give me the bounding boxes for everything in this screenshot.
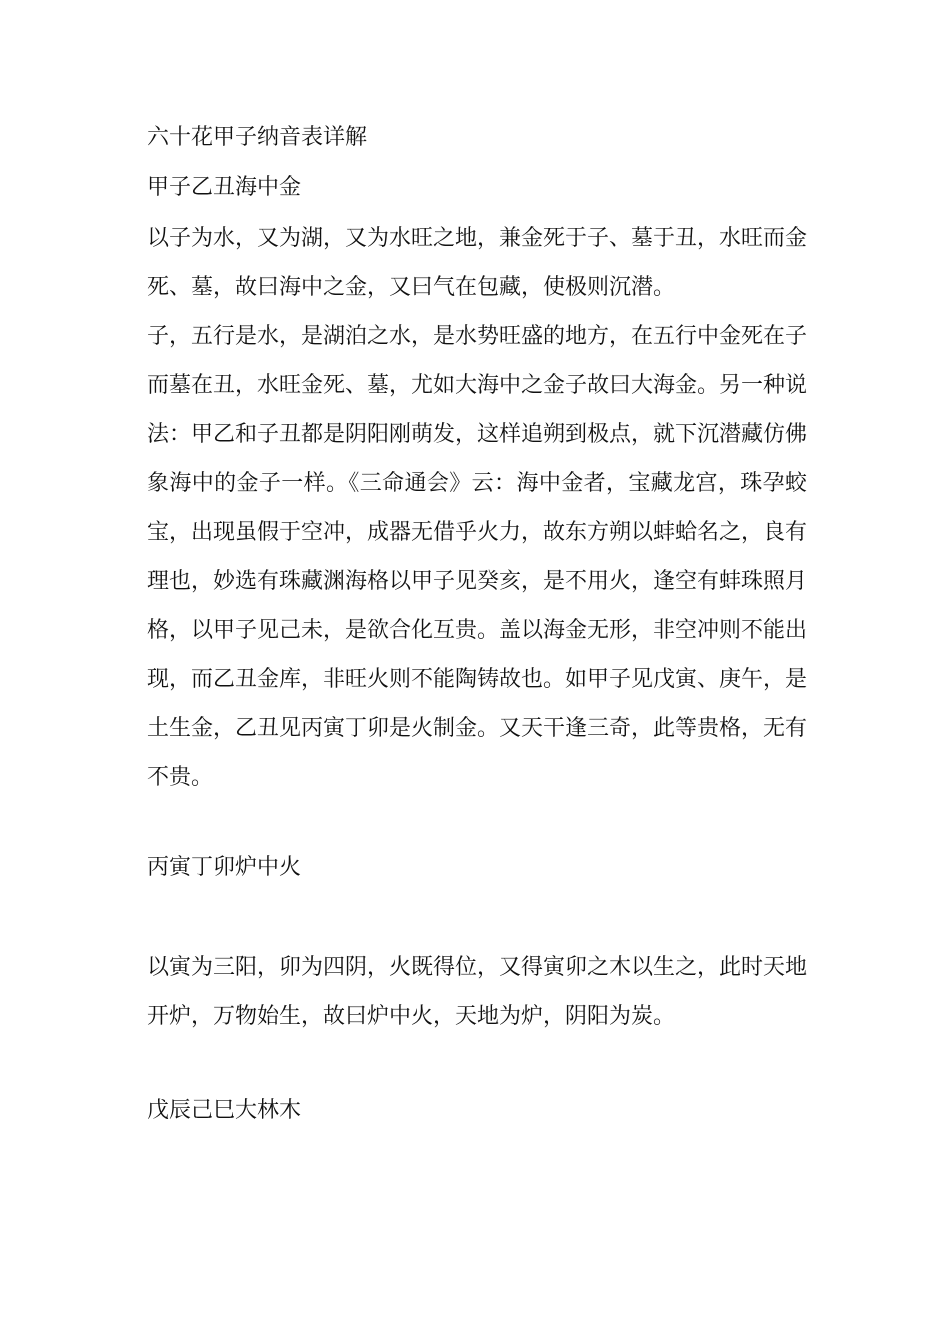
section-paragraph: 子，五行是水，是湖泊之水，是水势旺盛的地方，在五行中金死在子而墓在丑，水旺金死、墓，尤如大海中之金子故曰大海金。另一种说法：甲乙和子丑都是阴阳刚萌发，这样追朔到极点，就下沉潜藏仿佛象海中的金子一样。《三命通会》云：海中金者，宝藏龙宫，珠孕蛟宝，出现虽假于空冲，成器无借乎火力，故东方朔以蚌蛤名之，良有理也，妙选有珠藏渊海格以甲子见癸亥，是不用火，逢空有蚌珠照月格，以甲子见己未，是欲合化互贵。盖以海金无形，非空冲则不能出现，而乙丑金库，非旺火则不能陶铸故也。如甲子见戊寅、庚午，是土生金，乙丑见丙寅丁卯是火制金。又天干逢三奇，此等贵格，无有不贵。	[147, 324, 808, 790]
section-paragraph: 以子为水，又为湖，又为水旺之地，兼金死于子、墓于丑，水旺而金死、墓，故曰海中之金，又曰气在包藏，使极则沉潜。	[147, 226, 808, 300]
section-paragraph: 以寅为三阳，卯为四阴，火既得位，又得寅卯之木以生之，此时天地开炉，万物始生，故曰炉中火，天地为炉，阴阳为炭。	[147, 955, 808, 1029]
section-heading-wuchen-jisi: 戊辰己巳大林木	[147, 1098, 302, 1123]
section-wuchen-jisi	[147, 1091, 807, 1131]
section-bingyin-dingmao	[147, 848, 807, 1041]
section-heading-bingyin-dingmao: 丙寅丁卯炉中火	[147, 855, 302, 880]
document-title: 六十花甲子纳音表详解	[147, 125, 368, 150]
section-jiazi-yichou	[147, 168, 807, 802]
document-page	[147, 118, 807, 1131]
section-heading-jiazi-yichou: 甲子乙丑海中金	[147, 175, 302, 200]
